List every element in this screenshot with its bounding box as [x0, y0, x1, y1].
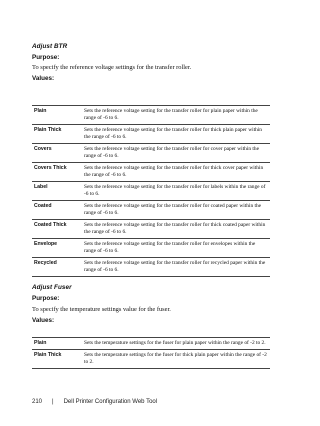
setting-name: Coated Thick: [32, 220, 76, 239]
table-row: [32, 201, 270, 220]
table-row: [32, 106, 270, 125]
setting-description: Sets the reference voltage setting for the transfer roller for envelopes within the range of -6 to 6.: [76, 239, 270, 258]
setting-description: Sets the reference voltage setting for the transfer roller for thick coated paper within the range of -6 to 6.: [76, 220, 270, 239]
section-title-adjust-fuser: Adjust Fuser: [32, 284, 72, 291]
table-row: [32, 125, 270, 144]
setting-name: Label: [32, 182, 76, 201]
setting-name: Plain Thick: [32, 125, 76, 144]
purpose-text: To specify the reference voltage settings for the transfer roller.: [32, 64, 192, 71]
setting-description: Sets the temperature settings for the fuser for thick plain paper within the range of -2 to 2.: [76, 349, 270, 368]
footer-separator: |: [52, 399, 54, 405]
table-row: [32, 258, 270, 277]
btr-values-table: [32, 105, 270, 277]
setting-description: Sets the reference voltage setting for the transfer roller for labels within the range of -6 to 6.: [76, 182, 270, 201]
setting-description: Sets the reference voltage setting for the transfer roller for recycled paper within the range of -6 to 6.: [76, 258, 270, 277]
section-title-adjust-btr: Adjust BTR: [32, 43, 68, 50]
setting-description: Sets the reference voltage setting for the transfer roller for thick plain paper within the range of -6 to 6.: [76, 125, 270, 144]
table-row: [32, 349, 270, 368]
setting-name: Recycled: [32, 258, 76, 277]
setting-description: Sets the reference voltage setting for the transfer roller for cover paper within the range of -6 to 6.: [76, 144, 270, 163]
setting-name: Coated: [32, 201, 76, 220]
setting-name: Covers Thick: [32, 163, 76, 182]
setting-name: Covers: [32, 144, 76, 163]
footer-doc-title: Dell Printer Configuration Web Tool: [63, 399, 158, 405]
setting-description: Sets the reference voltage setting for the transfer roller for coated paper within the range of -6 to 6.: [76, 201, 270, 220]
setting-description: Sets the temperature settings for the fuser for plain paper within the range of -2 to 2.: [76, 338, 270, 350]
setting-name: Envelope: [32, 239, 76, 258]
table-row: [32, 338, 270, 350]
purpose-text: To specify the temperature settings value for the fuser.: [32, 306, 171, 313]
setting-description: Sets the reference voltage setting for the transfer roller for plain paper within the range of -6 to 6.: [76, 106, 270, 125]
values-label: Values:: [32, 75, 55, 82]
table-row: [32, 144, 270, 163]
table-row: [32, 239, 270, 258]
purpose-label: Purpose:: [32, 295, 60, 302]
purpose-label: Purpose:: [32, 54, 60, 61]
setting-name: Plain: [32, 338, 76, 350]
table-row: [32, 220, 270, 239]
setting-name: Plain: [32, 106, 76, 125]
setting-name: Plain Thick: [32, 349, 76, 368]
values-label: Values:: [32, 317, 55, 324]
fuser-values-table: [32, 337, 270, 369]
page-footer: [32, 399, 157, 405]
page-number: 210: [32, 399, 43, 405]
table-row: [32, 163, 270, 182]
setting-description: Sets the reference voltage setting for the transfer roller for thick cover paper within the range of -6 to 6.: [76, 163, 270, 182]
table-row: [32, 182, 270, 201]
